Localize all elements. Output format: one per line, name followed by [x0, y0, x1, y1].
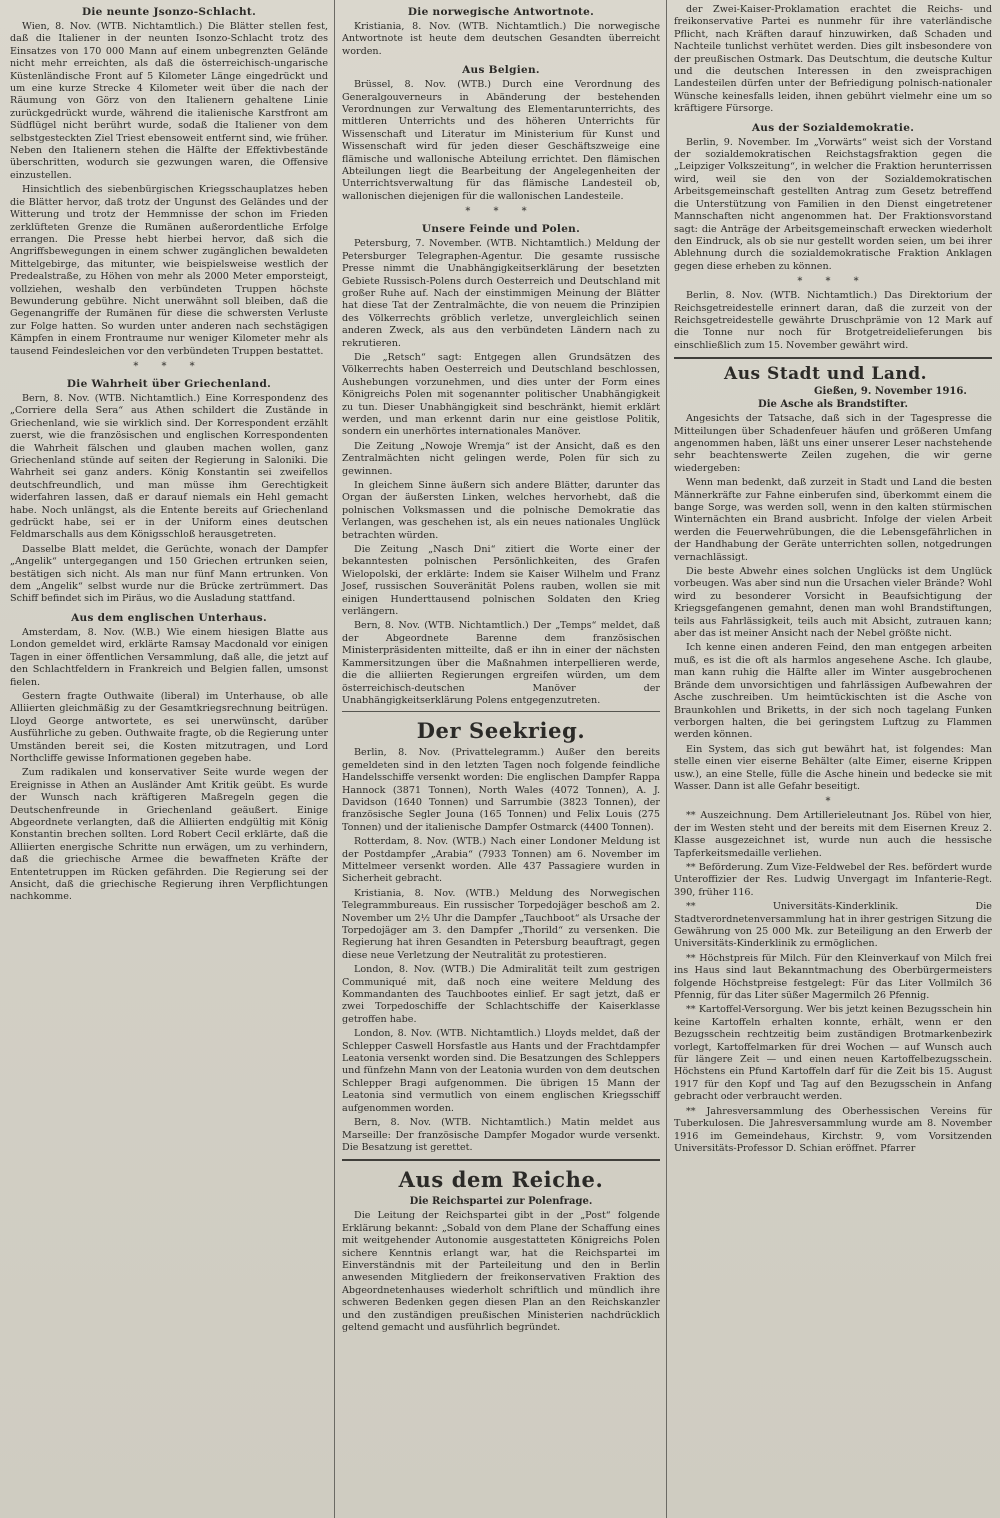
article-paragraph: Berlin, 9. November. Im „Vorwärts“ weist sich der Vorstand der sozialdemokratischen Reichstagsfraktion gegen die „Leipziger Volkszeitung“, in welcher die Fraktion herunterrissen wird, weil sie den von der Sozialdemokratischen Arbeitsgemeinschaft gestellten Antrag zum Gesetz betreffend die Unterstützung von Familien in den Dienst eingetretener Mannschaften nicht angenommen hat. Der Fraktionsvorstand sagt: die Anträge der Arbeitsgemeinschaft erwecken wiederholt den Eindruck, als ob sie nur gestellt worden seien, um bei ihrer Ablehnung durch die sozialdemokratische Fraktion Anklagen gegen diese erheben zu können. — [674, 136, 992, 272]
article-paragraph: der Zwei-Kaiser-Proklamation erachtet die Reichs- und freikonservative Partei es nunmehr für ihre vaterländische Pflicht, nach Kräften darauf hinzuwirken, daß Schaden und Nachteile tunlichst verhütet werden. Dies gilt insbesondere von der preußischen Ostmark. Das Deutschtum, die deutsche Kultur und die deutschen Interessen in den zweisprachigen Landesteilen dürfen unter der Befriedigung polnisch-nationaler Wünsche keinesfalls leiden, ihnen gebührt vielmehr eine um so kräftigere Fürsorge. — [674, 4, 992, 115]
article-paragraph: Ein System, das sich gut bewährt hat, ist folgendes: Man stelle einen vier eiserne Behälter (alte Eimer, eiserne Krippen usw.), an eine Stelle, fülle die Asche hinein und bedecke sie mit Wasser. Dann ist alle Gefahr beseitigt. — [674, 743, 992, 792]
article-paragraph: Amsterdam, 8. Nov. (W.B.) Wie einem hiesigen Blatte aus London gemeldet wird, erklärte Ramsay Macdonald vor einigen Tagen in einer öffentlichen Versammlung, daß alle, die jetzt auf den Schlachtfeldern in Frankreich und Belgien fallen, umsonst fielen. — [10, 626, 328, 688]
article-paragraph: Brüssel, 8. Nov. (WTB.) Durch eine Verordnung des Generalgouverneurs in Abänderung der bestehenden Verordnungen zur Verwaltung des Elementarunterrichts, des mittleren Unterrichts und des höheren Unterrichts für Wissenschaft und Literatur im Ministerium für Kunst und Wissenschaft wird für jeden dieser Geschäftszweige eine flämische und wallonische Abteilung errichtet. Den flämischen Abteilungen liegt die Bearbeitung der Angelegenheiten der Unterrichtsverwaltung für das flämische Landesteil ob, wallonischen diejenigen für die wallonischen Landesteile. — [342, 79, 660, 202]
heading-sozial: Aus der Sozialdemokratie. — [751, 121, 915, 134]
article-paragraph: Bern, 8. Nov. (WTB. Nichtamtlich.) Matin meldet aus Marseille: Der französische Dampfer Mogador wurde versenkt. Die Besatzung ist gerettet. — [342, 1117, 660, 1153]
local-notice: ** Höchstpreis für Milch. Für den Kleinverkauf von Milch frei ins Haus sind laut Bekanntmachung des Oberbürgermeisters folgende Höchstpreise festgelegt: Für das Liter Vollmilch 36 Pfennig, für das Liter süßer Magermilch 26 Pfennig. — [674, 952, 992, 1002]
dateline: Gießen, 9. November 1916. — [814, 386, 967, 398]
local-notice: ** Kartoffel-Versorgung. Wer bis jetzt keinen Bezugsschein hin keine Kartoffeln erhalten konnte, erhält, wenn er den Bezugsschein rechtzeitig beim zuständigen Brotmarkenbezirk vorlegt, Kartoffelmarken für drei Wochen — auf Wunsch auch für längere Zeit — und einen neuen Kartoffelbezugsschein. Höchstens ein Pfund Kartoffeln darf für die Zeit bis 15. August 1917 für den Kopf und Tag auf den Bezugsschein in Anfang gebracht oder verbraucht werden. — [674, 1004, 992, 1103]
article-paragraph: Dasselbe Blatt meldet, die Gerüchte, wonach der Dampfer „Angelik“ untergegangen und 150 Griechen ertrunken seien, bestätigen sich nicht. Als man nur fünf Mann ertrunken. Von dem „Angelik“ selbst wurde nur die Brücke zertrümmert. Das Schiff befindet sich im Piräus, wo die Ausladung stattfand. — [10, 543, 328, 605]
divider — [674, 357, 992, 359]
column-right — [670, 0, 996, 1518]
column-rule — [334, 0, 335, 1518]
article-paragraph: Die beste Abwehr eines solchen Unglücks ist dem Unglück vorbeugen. Was aber sind nun die Ursachen vieler Brände? Wohl wird zu besonderer Vorsicht in Beaufsichtigung der Kriegsgefangenen gemahnt, denen man wohl Brandstiftungen, teils aus Fahrlässigkeit, teils auch mit Absicht, zutrauen kann; aber das ist meiner Ansicht nach der Nebel größte nicht. — [674, 566, 992, 640]
subheading-asche: Die Asche als Brandstifter. — [758, 399, 908, 411]
heading-belgien: Aus Belgien. — [462, 64, 540, 77]
section-separator: * * * — [133, 360, 205, 372]
heading-norweg: Die norwegische Antwortnote. — [407, 6, 595, 18]
section-separator: * * * — [797, 276, 869, 288]
column-left — [6, 0, 332, 1518]
article-paragraph: Die „Retsch“ sagt: Entgegen allen Grundsätzen des Völkerrechts haben Oesterreich und Deutschland beschlossen, Aushebungen vorzunehmen, und dies unter der Form eines Königreichs Polen mit sogenannter politischer Unabhängigkeit zu tun. Dieser Unabhängigkeit sind beschränkt, hiemit erklärt werden, und man erkennt darin nur eine geistlose Politik, sondern ein unerhörtes internationales Manöver. — [342, 351, 660, 438]
section-separator: * * * — [465, 206, 537, 218]
heading-reiche: Aus dem Reiche. — [398, 1167, 604, 1193]
article-paragraph: Die Leitung der Reichspartei gibt in der „Post“ folgende Erklärung bekannt: „Sobald von dem Plane der Schaffung eines mit weitgehender Autonomie ausgestatteten Königreichs Polen sichere Kenntnis erlangt war, hat die Reichspartei im Einverständnis mit der Parteileitung und den in Berlin anwesenden Mitgliedern der freikonservativen Fraktion des Abgeordnetenhauses wiederholt schriftlich und mündlich ihre schweren Bedenken gegen diesen Plan an den Reichskanzler und den zuständigen preußischen Ministerien nachdrücklich geltend gemacht und ausführlich begründet. — [342, 1210, 660, 1333]
local-notice: ** Universitäts-Kinderklinik. Die Stadtverordnetenversammlung hat in ihrer gestrigen Sitzung die Gewährung von 25 000 Mk. zur Beteiligung an den Erwerb der Universitäts-Kinderklinik zu ermöglichen. — [674, 901, 992, 950]
article-paragraph: Die Zeitung „Nasch Dni“ zitiert die Worte einer der bekanntesten polnischen Persönlichkeiten, des Grafen Wielopolski, der erklärte: Indem sie Kaiser Wilhelm und Franz Josef, russischen Souveränität Polens rauben, wollen sie mit einigen Hunderttausend polnischen Soldaten den Krieg verlängern. — [342, 544, 660, 618]
article-paragraph: Wenn man bedenkt, daß zurzeit in Stadt und Land die besten Männerkräfte zur Fahne einberufen sind, überkommt einem die bange Sorge, was werden soll, wenn in den kalten stürmischen Winternächten ein Brand ausbricht. Infolge der vielen Arbeit werden die Feuerwehrübungen, die die Lebensgefährlichen in der Handhabung der Geräte unterrichten sollen, notgedrungen vernachlässigt. — [674, 477, 992, 563]
local-notice: ** Auszeichnung. Dem Artillerieleutnant Jos. Rübel von hier, der im Westen steht und der bereits mit dem Eisernen Kreuz 2. Klasse ausgezeichnet ist, wurde nun auch die hessische Tapferkeitsmedaille verliehen. — [674, 810, 992, 859]
local-notice: ** Jahresversammlung des Oberhessischen Vereins für Tuberkulosen. Die Jahresversammlung wurde am 8. November 1916 im Gemeindehaus, Kirchstr. 9, vom Vorsitzenden Universitäts-Professor D. Schian eröffnet. Pfarrer — [674, 1105, 992, 1154]
subheading-reichspartei: Die Reichspartei zur Polenfrage. — [409, 1196, 593, 1208]
divider — [342, 1159, 660, 1161]
article-paragraph: Bern, 8. Nov. (WTB. Nichtamtlich.) Der „Temps“ meldet, daß der Abgeordnete Barenne dem französischen Ministerpräsidenten mitteilte, daß er ihn in einer der nächsten Kammersitzungen über die Maßnahmen interpellieren werde, die die alliierten Regierungen ergreifen würden, um dem österreichisch-deutschen Manöver der Unabhängigkeitserklärung Polens entgegenzutreten. — [342, 620, 660, 706]
article-paragraph: Rotterdam, 8. Nov. (WTB.) Nach einer Londoner Meldung ist der Postdampfer „Arabia“ (7933 Tonnen) am 6. November im Mittelmeer versenkt worden. Alle 437 Passagiere wurden in Sicherheit gebracht. — [342, 836, 660, 885]
section-separator: * — [825, 796, 841, 808]
article-paragraph: Ich kenne einen anderen Feind, den man entgegen arbeiten muß, es ist die oft als harmlos angesehene Asche. Ich glaube, man kann ruhig die Hälfte aller im Winter ausgebrochenen Brände dem unvorsichtigen und fahrlässigen Aufbewahren der Asche zuschreiben. Um heimtückischten ist die Asche von Braunkohlen und Briketts, in der sich noch tagelang Funken verborgen halten, die bei geringstem Luftzug zu Flammen werden können. — [674, 642, 992, 741]
article-paragraph: Berlin, 8. Nov. (WTB. Nichtamtlich.) Das Direktorium der Reichsgetreidestelle erinnert daran, daß die zurzeit von der Reichsgetreidestelle gewährte Druschprämie von 12 Mark auf die Tonne nur noch für Brotgetreidelieferungen bis einschließlich zum 15. November gewährt wird. — [674, 290, 992, 351]
heading-feinde: Unsere Feinde und Polen. — [421, 223, 581, 236]
heading-isonzo: Die neunte Jsonzo-Schlacht. — [81, 6, 257, 18]
article-paragraph: Gestern fragte Outhwaite (liberal) im Unterhause, ob alle Alliierten gleichmäßig zu der Gesamtkriegsrechnung beitrügen. Lloyd George antwortete, es sei unerwünscht, darüber Ausführliche zu geben. Outhwaite fragte, ob die Regierung unter Umständen bereit sei, die Kosten mitzutragen, und Lord Northcliffe gewisse Informationen gegeben habe. — [10, 690, 328, 764]
article-paragraph: Petersburg, 7. November. (WTB. Nichtamtlich.) Meldung der Petersburger Telegraphen-Agentur. Die gesamte russische Presse nimmt die Unabhängigkeitserklärung der besetzten Gebiete Russisch-Polens durch Oesterreich und Deutschland mit großer Ruhe auf. Nach der einstimmigen Meinung der Blätter hat diese Tat der Zentralmächte, die von neuem die Prinzipien des Völkerrechts gröblich verletze, unvergleichlich seinen anderen Zweck, als aus den verbündeten Ländern nach zu rekrutieren. — [342, 238, 660, 349]
article-paragraph: London, 8. Nov. (WTB.) Die Admiralität teilt zum gestrigen Communiqué mit, daß noch eine weitere Meldung des Kommandanten des Tauchbootes einlief. Er sagt jetzt, daß er zwei Torpedoschiffe der Schlachtschiffe der Kaiserklasse getroffen habe. — [342, 964, 660, 1025]
article-paragraph: Wien, 8. Nov. (WTB. Nichtamtlich.) Die Blätter stellen fest, daß die Italiener in der neunten Isonzo-Schlacht trotz des Einsatzes von 170 000 Mann auf einem unbegrenzten Gelände nicht mehr erreichten, als daß die österreichisch-ungarische Küstenländische Front auf 5 Kilometer Länge eingedrückt und um eine kurze Strecke 4 Kilometer weit über die nach der Räumung von Görz von den Italienern gehaltene Linie zurückgedrückt wurde, während die italienische Karstfront am Südflügel nicht berührt wurde, sodaß die Italiener von dem selbstgesteckten Ziel Triest ebensoweit entfernt sind, wie früher. Neben den Italienern stehen die Hälfte der Effektivbestände überschritten, wodurch sie gezwungen waren, die Offensive einzustellen. — [10, 21, 328, 181]
article-paragraph: Hinsichtlich des siebenbürgischen Kriegsschauplatzes heben die Blätter hervor, daß trotz der Ungunst des Geländes und der Witterung und trotz der Hemmnisse der schon im Frieden zerklüfteten Grenze die Rumänen außerordentliche Erfolge errangen. Die Presse hebt hierbei hervor, daß sich die Angriffsbewegungen in einem schwer zugänglichen bewaldeten Mittelgebirge, das mitunter, wie beispielsweise westlich der Predealstraße, zu Höhen von mehr als 2000 Meter emporsteigt, vollziehen, weshalb den verbündeten Truppen höchste Bewunderung gebühre. Nicht unerwähnt soll bleiben, daß die Gegenangriffe der Rumänen für diese die schwersten Verluste zur Folge hatten. So wurden unter anderen nach sechstägigen Kämpfen in einem Frontraume nur weniger Kilometer mehr als tausend Feindesleichen vor den verbündeten Truppen bestattet. — [10, 184, 328, 357]
heading-seekrieg: Der Seekrieg. — [416, 718, 586, 744]
local-notice: ** Beförderung. Zum Vize-Feldwebel der Res. befördert wurde Unteroffizier der Res. Ludwig Unvergagt im Infanterie-Regt. 390, früher 116. — [674, 861, 992, 898]
article-paragraph: Die Zeitung „Nowoje Wremja“ ist der Ansicht, daß es den Zentralmächten nicht gelingen werde, Polen für sich zu gewinnen. — [342, 440, 660, 477]
article-paragraph: In gleichem Sinne äußern sich andere Blätter, darunter das Organ der äußersten Linken, welches hervorhebt, daß die polnischen Volksmassen und die polnische Demokratie das Verlangen, was geschehen ist, als ein neues nationales Unglück betrachten würden. — [342, 480, 660, 541]
article-paragraph: Angesichts der Tatsache, daß sich in der Tagespresse die Mitteilungen über Schadenfeuer häufen und größeren Umfang angenommen haben, läßt uns einer unserer Leser nachstehende sehr beachtenswerte Zeilen zugehen, die wir gerne wiedergeben: — [674, 413, 992, 474]
divider — [342, 711, 660, 712]
article-paragraph: London, 8. Nov. (WTB. Nichtamtlich.) Lloyds meldet, daß der Schlepper Caswell Horsfastle aus Hants und der Frachtdampfer Leatonia versenkt worden sind. Die Besatzungen des Schleppers und fünfzehn Mann von der Leatonia wurden von dem deutschen Schlepper Bragi aufgenommen. Die übrigen 15 Mann der Leatonia sind vermutlich von einem englischen Kriegsschiff aufgenommen worden. — [342, 1028, 660, 1114]
article-paragraph: Zum radikalen und konservativer Seite wurde wegen der Ereignisse in Athen an Ausländer Amt Kritik geübt. Es wurde der Wunsch nach kräftigeren Maßregeln gegen die Deutschenfreunde in Griechenland geäußert. Einige Abgeordnete verlangten, daß die Alliierten endgültig mit König Konstantin brechen sollten. Lord Robert Cecil erklärte, daß die Alliierten energische Schritte nun erwägen, um zu verhindern, daß die griechische Armee die bewaffneten Kräfte der Ententetruppen im Rücken gefährden. Die Regierung sei der Ansicht, daß die griechische Regierung ihren Verpflichtungen nachkomme. — [10, 767, 328, 903]
heading-wahrheit: Die Wahrheit über Griechenland. — [66, 377, 272, 390]
column-middle — [338, 0, 664, 1518]
heading-stadt-land: Aus Stadt und Land. — [724, 364, 927, 385]
column-rule — [666, 0, 667, 1518]
article-paragraph: Kristiania, 8. Nov. (WTB. Nichtamtlich.) Die norwegische Antwortnote ist heute dem deutschen Gesandten überreicht worden. — [342, 21, 660, 57]
article-paragraph: Bern, 8. Nov. (WTB. Nichtamtlich.) Eine Korrespondenz des „Corriere della Sera“ aus Athen schildert die Zustände in Griechenland, wie sie wirklich sind. Der Korrespondent erzählt zuerst, wie die französischen und englischen Korrespondenten die Wahrheit fälschen und glauben machen wollen, ganz Griechenland stünde auf seiten der Regierung in Saloniki. Die Wahrheit sei ganz anders. König Konstantin sei zweifellos deutschfreundlich, und man müsse ihm Gerechtigkeit widerfahren lassen, daß er darauf niemals ein Hehl gemacht habe. Noch unlängst, als die Entente bereits auf Griechenland gedrückt habe, sei er in der Uniform eines deutschen Feldmarschalls aus dem Königsschloß herausgetreten. — [10, 392, 328, 541]
article-paragraph: Berlin, 8. Nov. (Privattelegramm.) Außer den bereits gemeldeten sind in den letzten Tagen noch folgende feindliche Handelsschiffe versenkt worden: Die englischen Dampfer Rappa Hannock (3871 Tonnen), North Wales (4072 Tonnen), A. J. Davidson (1640 Tonnen) und Sarrumbie (3823 Tonnen), der französische Segler Jouna (165 Tonnen) und Felix Louis (275 Tonnen) und der italienische Dampfer Ostmarck (4400 Tonnen). — [342, 747, 660, 833]
heading-unterhaus: Aus dem englischen Unterhaus. — [71, 611, 267, 624]
article-paragraph: Kristiania, 8. Nov. (WTB.) Meldung des Norwegischen Telegrammbureaus. Ein russischer Torpedojäger beschoß am 2. November um 2½ Uhr die Dampfer „Tauchboot“ als Ursache der Torpedojäger am 3. den Dampfer „Thorild“ zu versenken. Die Regierung hat ihren Gesandten in Petersburg beauftragt, gegen diese neue Verletzung der Neutralität zu protestieren. — [342, 887, 660, 961]
